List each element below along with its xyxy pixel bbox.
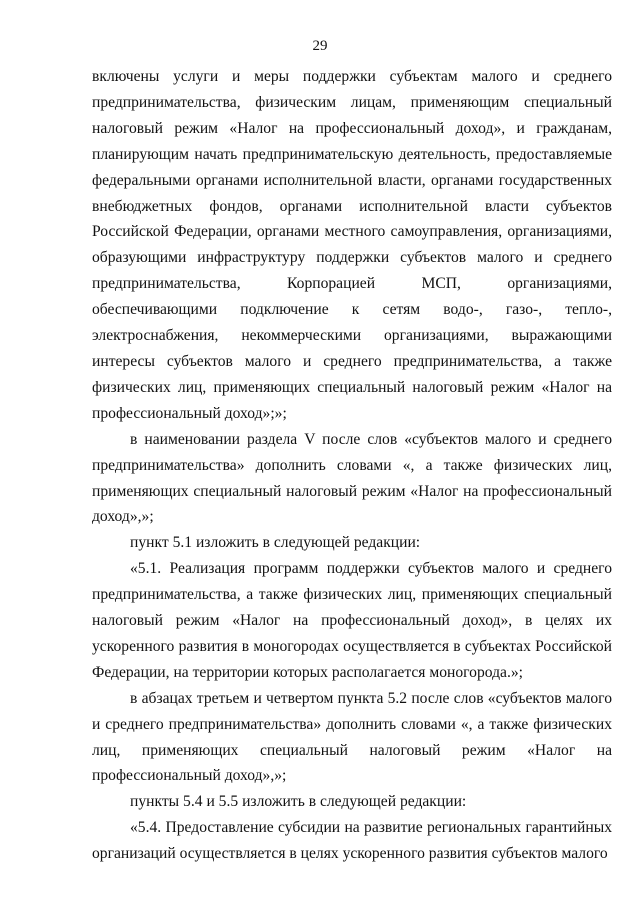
paragraph-continuation: включены услуги и меры поддержки субъектам малого и среднего предпринимательства, физическим лицам, применяющим специальный налоговый режим «Налог на профессиональный доход», и гражданам, планирующим начать предпринимательскую деятельность, предоставляемые федеральными органами исполнительной власти, органами государственных внебюджетных фондов, органами исполнительной власти субъектов Российской Федерации, органами местного самоуправления, организациями, образующими инфраструктуру поддержки субъектов малого и среднего предпринимательства, Корпорацией МСП, организациями, обеспечивающими подключение к сетям водо-, газо-, тепло-, электроснабжения, некоммерческими организациями, выражающими интересы субъектов малого и среднего предпринимательства, а также физических лиц, применяющих специальный налоговый режим «Налог на профессиональный доход»;»;: [92, 68, 612, 422]
paragraph-section-v-title-amendment: в наименовании раздела V после слов «субъектов малого и среднего предпринимательства» дополнить словами «, а также физических лиц, применяющих специальный налоговый режим «Налог на профессиональный доход»,»;: [92, 430, 612, 526]
paragraph-item-5-2-amendment: в абзацах третьем и четвертом пункта 5.2 после слов «субъектов малого и среднего предпринимательства» дополнить словами «, а также физических лиц, применяющих специальный налоговый режим «Налог на профессиональный доход»,»;: [92, 689, 612, 785]
page-number: 29: [312, 38, 328, 54]
document-body: [92, 64, 612, 867]
paragraph-item-5-1-text: «5.1. Реализация программ поддержки субъектов малого и среднего предпринимательства, а также физических лиц, применяющих специальный налоговый режим «Налог на профессиональный доход», в целях их ускоренного развития в моногородах осуществляется в субъектах Российской Федерации, на территории которых располагается моногорода.»;: [92, 560, 612, 681]
paragraph-item-5-4-text: «5.4. Предоставление субсидии на развитие региональных гарантийных организаций осуществляется в целях ускоренного развития субъектов малого: [92, 819, 612, 863]
paragraph-item-5-1-intro: пункт 5.1 изложить в следующей редакции:: [130, 534, 421, 552]
paragraph-items-5-4-5-5-intro: пункты 5.4 и 5.5 изложить в следующей редакции:: [130, 793, 467, 811]
